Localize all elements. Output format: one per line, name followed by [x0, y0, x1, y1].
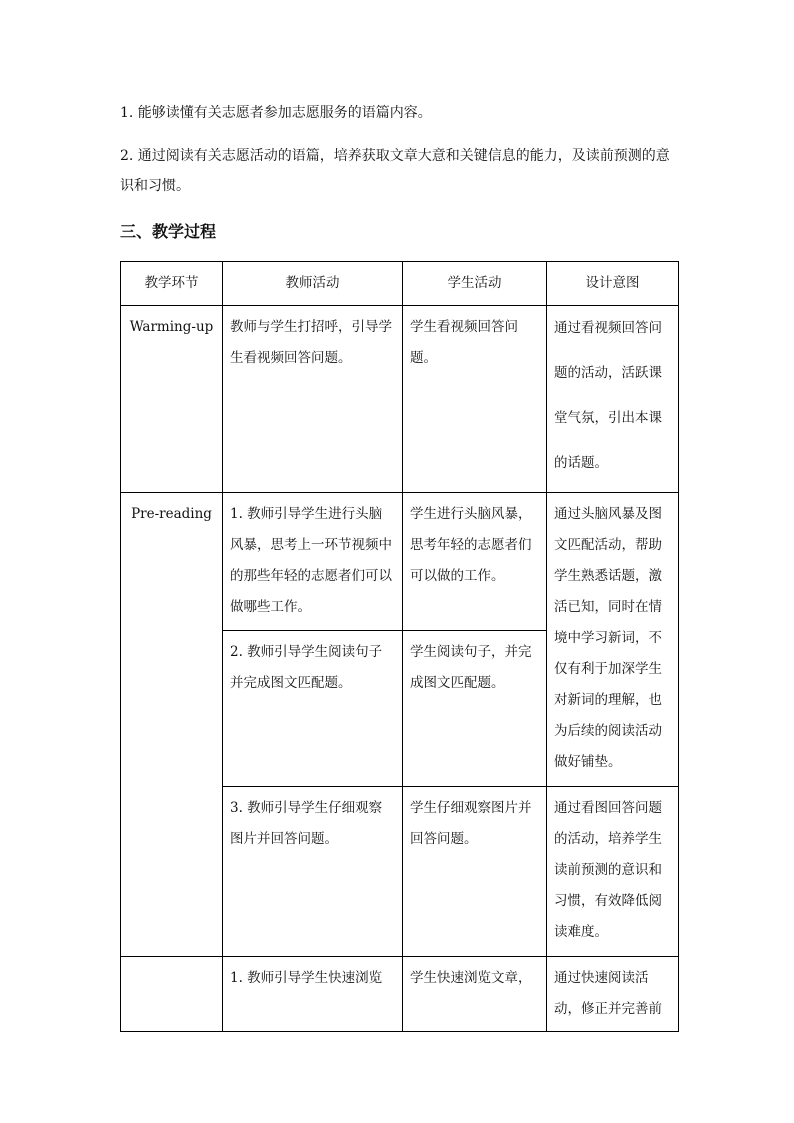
design-intent-cell: 通过看图回答问题的活动，培养学生读前预测的意识和习惯，有效降低阅读难度。 [547, 787, 679, 957]
design-intent-cell: 通过快速阅读活动，修正并完善前 [547, 957, 679, 1032]
table-row [121, 957, 679, 1032]
table-row [121, 306, 679, 493]
header-design-intent: 设计意图 [547, 262, 679, 306]
stage-cell [121, 957, 223, 1032]
design-intent-cell: 通过头脑风暴及图文匹配活动，帮助学生熟悉话题，激活已知，同时在情境中学习新词，不仅有利于加深学生对新词的理解，也为后续的阅读活动做好铺垫。 [547, 493, 679, 787]
teaching-process-table [120, 261, 679, 1032]
student-activity-cell: 学生进行头脑风暴，思考年轻的志愿者们可以做的工作。 [403, 493, 547, 631]
section-heading: 三、教学过程 [120, 222, 217, 241]
teacher-activity-cell: 3. 教师引导学生仔细观察图片并回答问题。 [223, 787, 403, 957]
student-activity-cell: 学生阅读句子，并完成图文匹配题。 [403, 631, 547, 787]
header-student-activity: 学生活动 [403, 262, 547, 306]
stage-cell: Pre-reading [121, 493, 223, 957]
student-activity-cell: 学生仔细观察图片并回答问题。 [403, 787, 547, 957]
student-activity-cell: 学生看视频回答问题。 [403, 306, 547, 493]
objective-2: 2. 通过阅读有关志愿活动的语篇，培养获取文章大意和关键信息的能力，及读前预测的意识和习惯。 [120, 148, 670, 194]
objective-1: 1. 能够读懂有关志愿者参加志愿服务的语篇内容。 [120, 105, 432, 121]
stage-cell: Warming-up [121, 306, 223, 493]
table-row [121, 493, 679, 631]
table-header-row [121, 262, 679, 306]
teacher-activity-cell: 1. 教师引导学生快速浏览 [223, 957, 403, 1032]
design-intent-cell: 通过看视频回答问题的活动，活跃课堂气氛，引出本课的话题。 [547, 306, 679, 493]
student-activity-cell: 学生快速浏览文章， [403, 957, 547, 1032]
header-teacher-activity: 教师活动 [223, 262, 403, 306]
teacher-activity-cell: 教师与学生打招呼，引导学生看视频回答问题。 [223, 306, 403, 493]
header-stage: 教学环节 [121, 262, 223, 306]
teacher-activity-cell: 2. 教师引导学生阅读句子并完成图文匹配题。 [223, 631, 403, 787]
teacher-activity-cell: 1. 教师引导学生进行头脑风暴，思考上一环节视频中的那些年轻的志愿者们可以做哪些工作。 [223, 493, 403, 631]
